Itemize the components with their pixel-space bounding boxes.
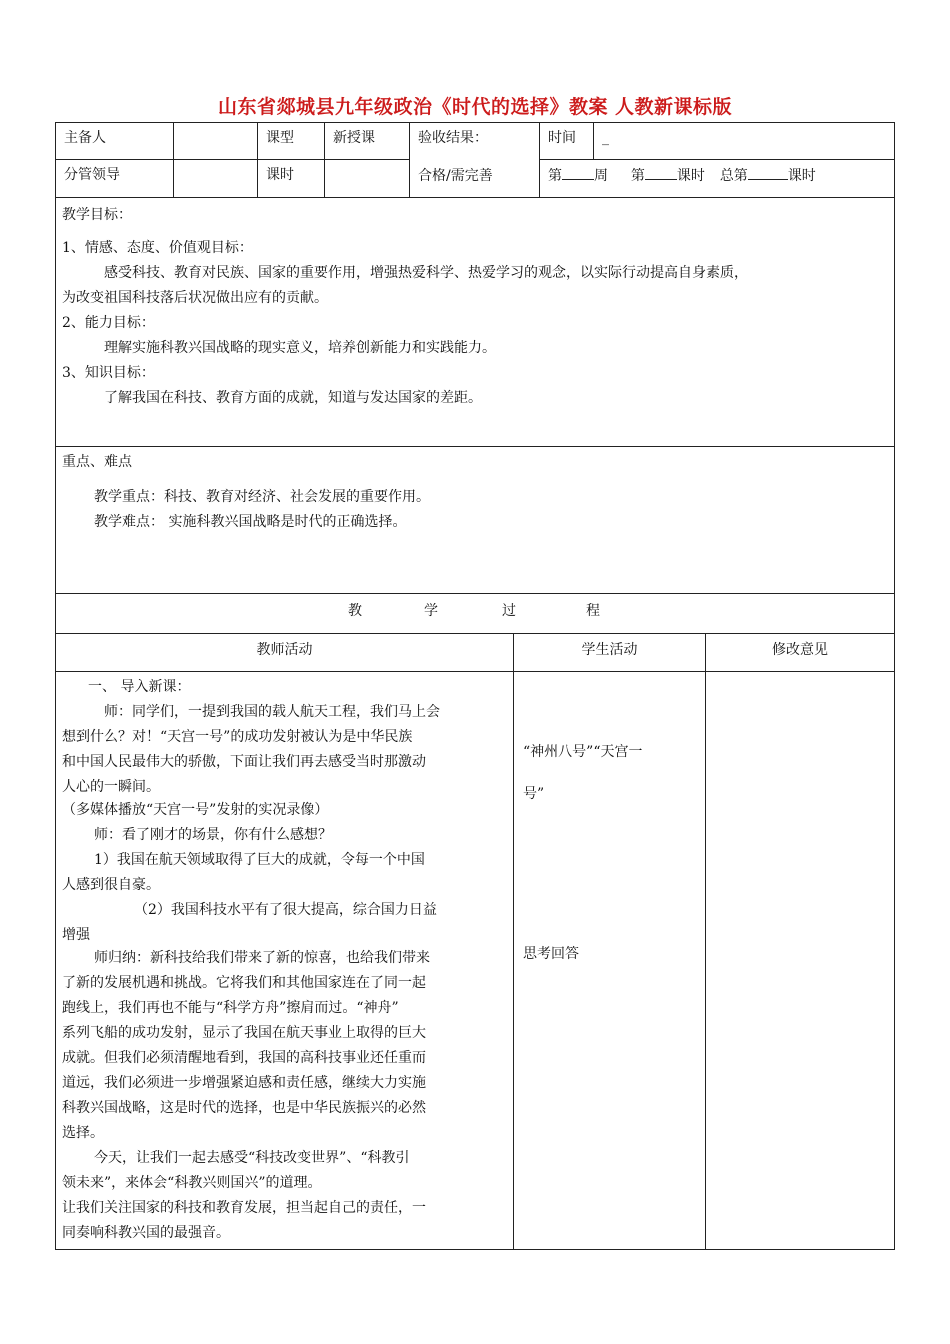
- teacher-line: 师：看了刚才的场景，你有什么感想？: [94, 827, 332, 843]
- teacher-line: （2）我国科技水平有了很大提高，综合国力日益: [134, 902, 437, 918]
- teacher-line: 师归纳：新科技给我们带来了新的惊喜，也给我们带来: [94, 950, 430, 966]
- teacher-line: 今天，让我们一起去感受“科技改变世界”、“科教引: [94, 1150, 410, 1166]
- student-activity-label: 学生活动: [581, 642, 638, 658]
- revision-cell: [705, 671, 895, 1250]
- result-value: 合格/需完善: [418, 168, 493, 184]
- lesson-label: 课时: [676, 168, 705, 184]
- teaching-difficulty: 教学难点： 实施科教兴国战略是时代的正确选择。: [94, 514, 407, 530]
- period-value-cell: [324, 159, 410, 198]
- process-char-4: 程: [586, 603, 600, 619]
- teacher-line: 跑线上，我们再也不能与“科学方舟”擦肩而过。“神舟”: [62, 1000, 399, 1016]
- time-label-cell: [539, 122, 594, 160]
- total-label: 课时: [787, 168, 816, 184]
- teacher-line: 1）我国在航天领域取得了巨大的成就，令每一个中国: [94, 852, 425, 868]
- process-char-2: 学: [424, 603, 438, 619]
- time-value: _: [602, 130, 609, 146]
- objective-1-text-a: 感受科技、教育对民族、国家的重要作用，增强热爱科学、热爱学习的观念，以实际行动提高自身素质，: [104, 265, 748, 281]
- total-blank: [748, 165, 788, 180]
- lesson-type-value-cell: [324, 122, 410, 160]
- lesson-prefix: 第: [630, 168, 645, 184]
- teaching-focus: 教学重点：科技、教育对经济、社会发展的重要作用。: [94, 489, 430, 505]
- time-label: 时间: [548, 130, 576, 146]
- teacher-line: 成就。但我们必须清醒地看到，我国的高科技事业还任重而: [62, 1050, 426, 1066]
- teacher-line: 道远，我们必须进一步增强紧迫感和责任感，继续大力实施: [62, 1075, 426, 1091]
- check-label: 验收结果：: [418, 130, 488, 146]
- teacher-line: 让我们关注国家的科技和教育发展，担当起自己的责任，一: [62, 1200, 426, 1216]
- revision-label: 修改意见: [772, 642, 828, 658]
- student-think-answer: 思考回答: [523, 946, 579, 962]
- teacher-line: 人感到很自豪。: [62, 877, 160, 893]
- teacher-line: 和中国人民最伟大的骄傲，下面让我们再去感受当时那激动: [62, 754, 426, 770]
- teacher-line: 同奏响科教兴国的最强音。: [62, 1225, 230, 1241]
- key-points-heading: 重点、难点: [62, 454, 132, 470]
- teacher-line: 了新的发展机遇和挑战。它将我们和其他国家连在了同一起: [62, 975, 426, 991]
- intro-heading: 一、 导入新课：: [88, 679, 191, 695]
- teacher-line: 师：同学们，一提到我国的载人航天工程，我们马上会: [104, 704, 440, 720]
- process-heading-row: [55, 593, 895, 634]
- week-label: 周: [594, 168, 608, 184]
- week-prefix: 第: [548, 168, 562, 184]
- leader-value-cell: [173, 159, 258, 198]
- teacher-line: 增强: [62, 927, 90, 943]
- teacher-line: （多媒体播放“天宫一号”发射的实况录像）: [62, 802, 329, 818]
- lesson-blank: [645, 165, 677, 180]
- schedule-cell: [539, 159, 895, 198]
- teacher-line: 选择。: [62, 1125, 104, 1141]
- teacher-line: 科教兴国战略，这是时代的选择，也是中华民族振兴的必然: [62, 1100, 426, 1116]
- teacher-line: 系列飞船的成功发射，显示了我国在航天事业上取得的巨大: [62, 1025, 426, 1041]
- teacher-line: 想到什么？对！“天宫一号”的成功发射被认为是中华民族: [62, 729, 413, 745]
- lesson-type-label-cell: [257, 122, 325, 160]
- preparer-label: 主备人: [64, 130, 106, 146]
- revision-header: [705, 633, 895, 672]
- process-char-1: 教: [348, 603, 362, 619]
- check-cell: [409, 122, 540, 198]
- preparer-label-cell: [55, 122, 174, 160]
- leader-label-cell: [55, 159, 174, 198]
- objective-1-text-b: 为改变祖国科技落后状况做出应有的贡献。: [62, 290, 328, 306]
- process-char-3: 过: [502, 603, 516, 619]
- document-title: 山东省郯城县九年级政治《时代的选择》教案 人教新课标版: [217, 96, 733, 118]
- leader-label: 分管领导: [64, 167, 120, 183]
- period-label-cell: [257, 159, 325, 198]
- period-label: 课时: [266, 167, 294, 183]
- teacher-line: 人心的一瞬间。: [62, 779, 160, 795]
- student-note-line-2: 号”: [523, 786, 545, 802]
- preparer-value-cell: [173, 122, 258, 160]
- student-activity-header: [513, 633, 706, 672]
- lesson-type-value: 新授课: [333, 130, 375, 146]
- teacher-activity-header: [55, 633, 514, 672]
- total-prefix: 总第: [719, 168, 748, 184]
- teacher-line: 领未来”，来体会“科教兴则国兴”的道理。: [62, 1175, 322, 1191]
- objective-2-text: 理解实施科教兴国战略的现实意义，培养创新能力和实践能力。: [104, 340, 496, 356]
- student-note-line-1: “神州八号”“天宫一: [523, 744, 643, 760]
- time-value-cell: [593, 122, 895, 160]
- objective-3-title: 3、知识目标：: [62, 365, 155, 381]
- lesson-type-label: 课型: [266, 130, 294, 146]
- objectives-heading: 教学目标：: [62, 207, 132, 223]
- objective-3-text: 了解我国在科技、教育方面的成就，知道与发达国家的差距。: [104, 390, 482, 406]
- teacher-activity-label: 教师活动: [256, 642, 313, 658]
- objective-1-title: 1、情感、态度、价值观目标：: [62, 240, 253, 256]
- week-blank: [562, 165, 594, 180]
- objective-2-title: 2、能力目标：: [62, 315, 155, 331]
